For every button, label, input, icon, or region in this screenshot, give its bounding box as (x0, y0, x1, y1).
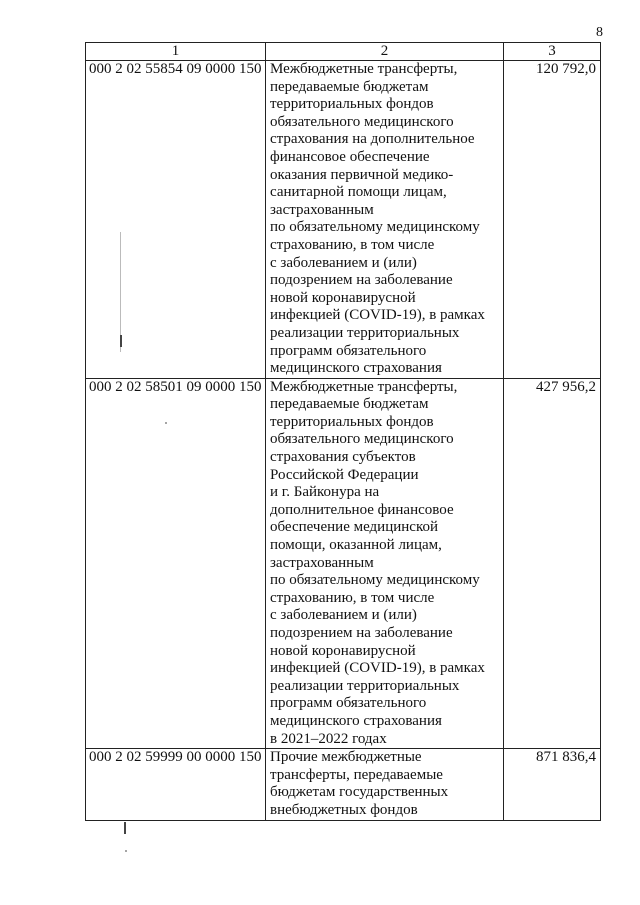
row-amount: 871 836,4 (504, 749, 601, 820)
budget-table (85, 42, 601, 821)
row-amount: 427 956,2 (504, 378, 601, 748)
column-header-3: 3 (504, 43, 601, 61)
row-description: Прочие межбюджетные трансферты, передаваемые бюджетам государственных внебюджетных фондов (266, 749, 504, 820)
table-header-row (86, 43, 601, 61)
page-number: 8 (596, 25, 603, 40)
column-header-2: 2 (266, 43, 504, 61)
table-row (86, 378, 601, 748)
table-row (86, 749, 601, 820)
scan-mark (165, 422, 167, 424)
scan-mark (124, 822, 126, 834)
table-row (86, 61, 601, 379)
row-amount: 120 792,0 (504, 61, 601, 379)
row-description: Межбюджетные трансферты, передаваемые бюджетам территориальных фондов обязательного медицинского страхования субъектов Российской Федерации и г. Байконура на дополнительное финансовое обеспечение медицинской помощи, оказанной лицам, застрахованным по обязательному медицинскому страхованию, в том числе с заболеванием и (или) подозрением на заболевание новой коронавирусной инфекцией (COVID-19), в рамках реализации территориальных программ обязательного медицинского страхования в 2021–2022 годах (266, 378, 504, 748)
budget-code: 000 2 02 58501 09 0000 150 (86, 378, 266, 748)
row-description: Межбюджетные трансферты, передаваемые бюджетам территориальных фондов обязательного медицинского страхования на дополнительное финансовое обеспечение оказания первичной медико- санитарной помощи лицам, застрахованным по обязательному медицинскому страхованию, в том числе с заболеванием и (или) подозрением на заболевание новой коронавирусной инфекцией (COVID-19), в рамках реализации территориальных программ обязательного медицинского страхования (266, 61, 504, 379)
scan-mark (120, 232, 121, 352)
budget-code: 000 2 02 59999 00 0000 150 (86, 749, 266, 820)
scan-mark (120, 335, 122, 347)
scan-mark (125, 850, 127, 852)
column-header-1: 1 (86, 43, 266, 61)
budget-code: 000 2 02 55854 09 0000 150 (86, 61, 266, 379)
